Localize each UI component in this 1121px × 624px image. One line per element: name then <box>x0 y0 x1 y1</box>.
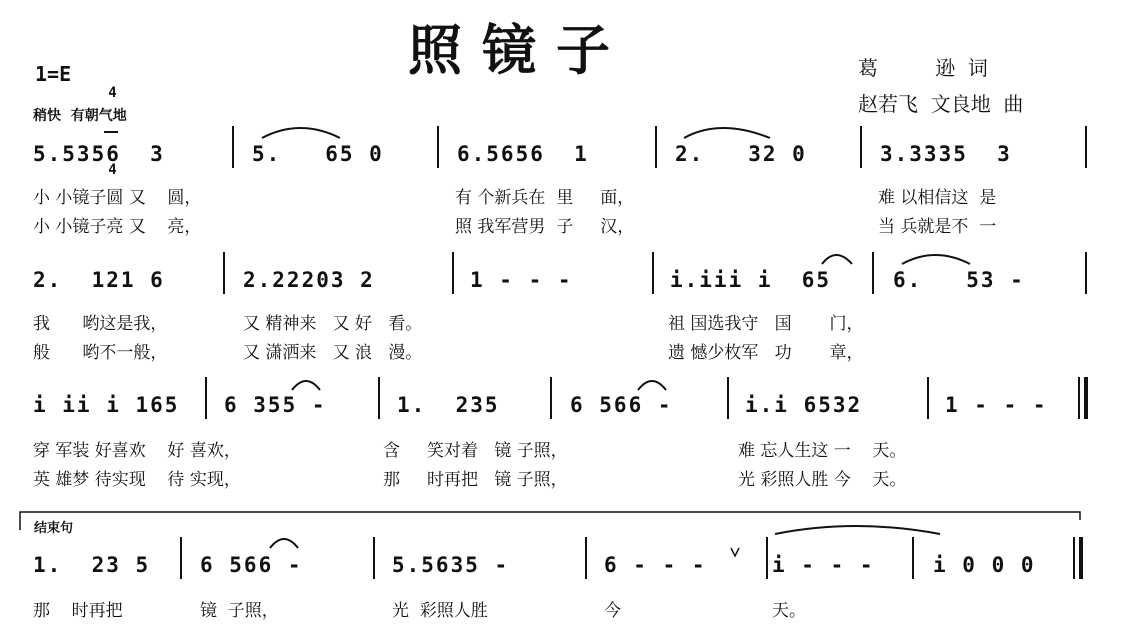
lyrics-verse-2: 般 哟不一般， <box>33 343 168 363</box>
lyrics-verse-2: 又 潇洒来 又 浪 漫。 <box>243 343 423 363</box>
lyricist-credit: 葛 逊 词 <box>858 56 988 80</box>
slur <box>292 381 320 390</box>
measure-notes: i.iii i 65 <box>670 268 832 292</box>
measure-notes: 6 355 - <box>224 393 327 417</box>
lyrics-verse-1: 小 小镜子圆 又 圆， <box>33 188 202 208</box>
measure-notes: 1. 235 <box>397 393 500 417</box>
ending-bracket <box>20 512 1080 530</box>
lyrics-ending: 光 彩照人胜 <box>392 601 488 621</box>
lyrics-verse-1: 含 笑对着 镜 子照， <box>383 441 568 461</box>
measure-notes: 5. 65 0 <box>252 142 384 166</box>
measure-notes: 2.22203 2 <box>243 268 375 292</box>
slur <box>902 255 970 264</box>
measure-notes: 3.3335 3 <box>880 142 1012 166</box>
measure-notes: 2. 32 0 <box>675 142 807 166</box>
measure-notes: 2. 121 6 <box>33 268 165 292</box>
song-title: 照镜子 <box>408 18 630 82</box>
measure-notes: 6.5656 1 <box>457 142 589 166</box>
lyrics-verse-2: 当 兵就是不 一 <box>878 217 997 237</box>
slur <box>270 539 298 548</box>
breath-mark <box>731 548 739 556</box>
measure-notes: 5.5356 3 <box>33 142 165 166</box>
measure-notes: 6 - - - <box>604 553 707 577</box>
lyrics-verse-1: 难 以相信这 是 <box>878 188 997 208</box>
composer-credit: 赵若飞 文良地 曲 <box>858 92 1024 116</box>
ending-label: 结束句 <box>34 521 74 536</box>
measure-notes: i 0 0 0 <box>933 553 1036 577</box>
measure-notes: 6. 53 - <box>893 268 1025 292</box>
lyrics-verse-2: 光 彩照人胜 今 天。 <box>738 470 907 490</box>
time-signature-top: 4 <box>108 85 117 101</box>
tempo-marking: 稍快 有朝气地 <box>33 108 127 124</box>
lyrics-verse-1: 穿 军装 好喜欢 好 喜欢， <box>33 441 241 461</box>
lyrics-ending: 今 <box>604 601 621 621</box>
measure-notes: 1. 23 5 <box>33 553 151 577</box>
key-signature: 1=E <box>35 62 72 86</box>
measure-notes: 1 - - - <box>470 268 573 292</box>
lyrics-verse-1: 我 哟这是我， <box>33 314 168 334</box>
measure-notes: i ii i 165 <box>33 393 180 417</box>
measure-notes: i.i 6532 <box>745 393 863 417</box>
slur <box>822 255 852 264</box>
lyrics-ending: 那 时再把 <box>33 601 123 621</box>
lyrics-verse-2: 小 小镜子亮 又 亮， <box>33 217 202 237</box>
lyrics-verse-1: 难 忘人生这 一 天。 <box>738 441 907 461</box>
lyrics-verse-2: 那 时再把 镜 子照， <box>383 470 568 490</box>
lyrics-verse-2: 英 雄梦 待实现 待 实现， <box>33 470 241 490</box>
slur <box>775 526 940 534</box>
measure-notes: 5.5635 - <box>392 553 510 577</box>
measure-notes: 6 566 - <box>570 393 673 417</box>
lyrics-verse-1: 又 精神来 又 好 看。 <box>243 314 423 334</box>
slur <box>684 128 770 138</box>
lyrics-verse-2: 遗 憾少枚军 功 章， <box>668 343 864 363</box>
measure-notes: 1 - - - <box>945 393 1048 417</box>
measure-notes: 6 566 - <box>200 553 303 577</box>
lyrics-verse-1: 有 个新兵在 里 面， <box>455 188 635 208</box>
time-signature-bottom: 4 <box>108 162 117 178</box>
lyrics-ending: 天。 <box>772 601 806 621</box>
slur <box>638 381 666 390</box>
lyrics-ending: 镜 子照， <box>200 601 279 621</box>
lyrics-verse-1: 祖 国选我守 国 门， <box>668 314 864 334</box>
lyrics-verse-2: 照 我军营男 子 汉， <box>455 217 635 237</box>
measure-notes: i - - - <box>772 553 875 577</box>
slur <box>262 128 340 138</box>
